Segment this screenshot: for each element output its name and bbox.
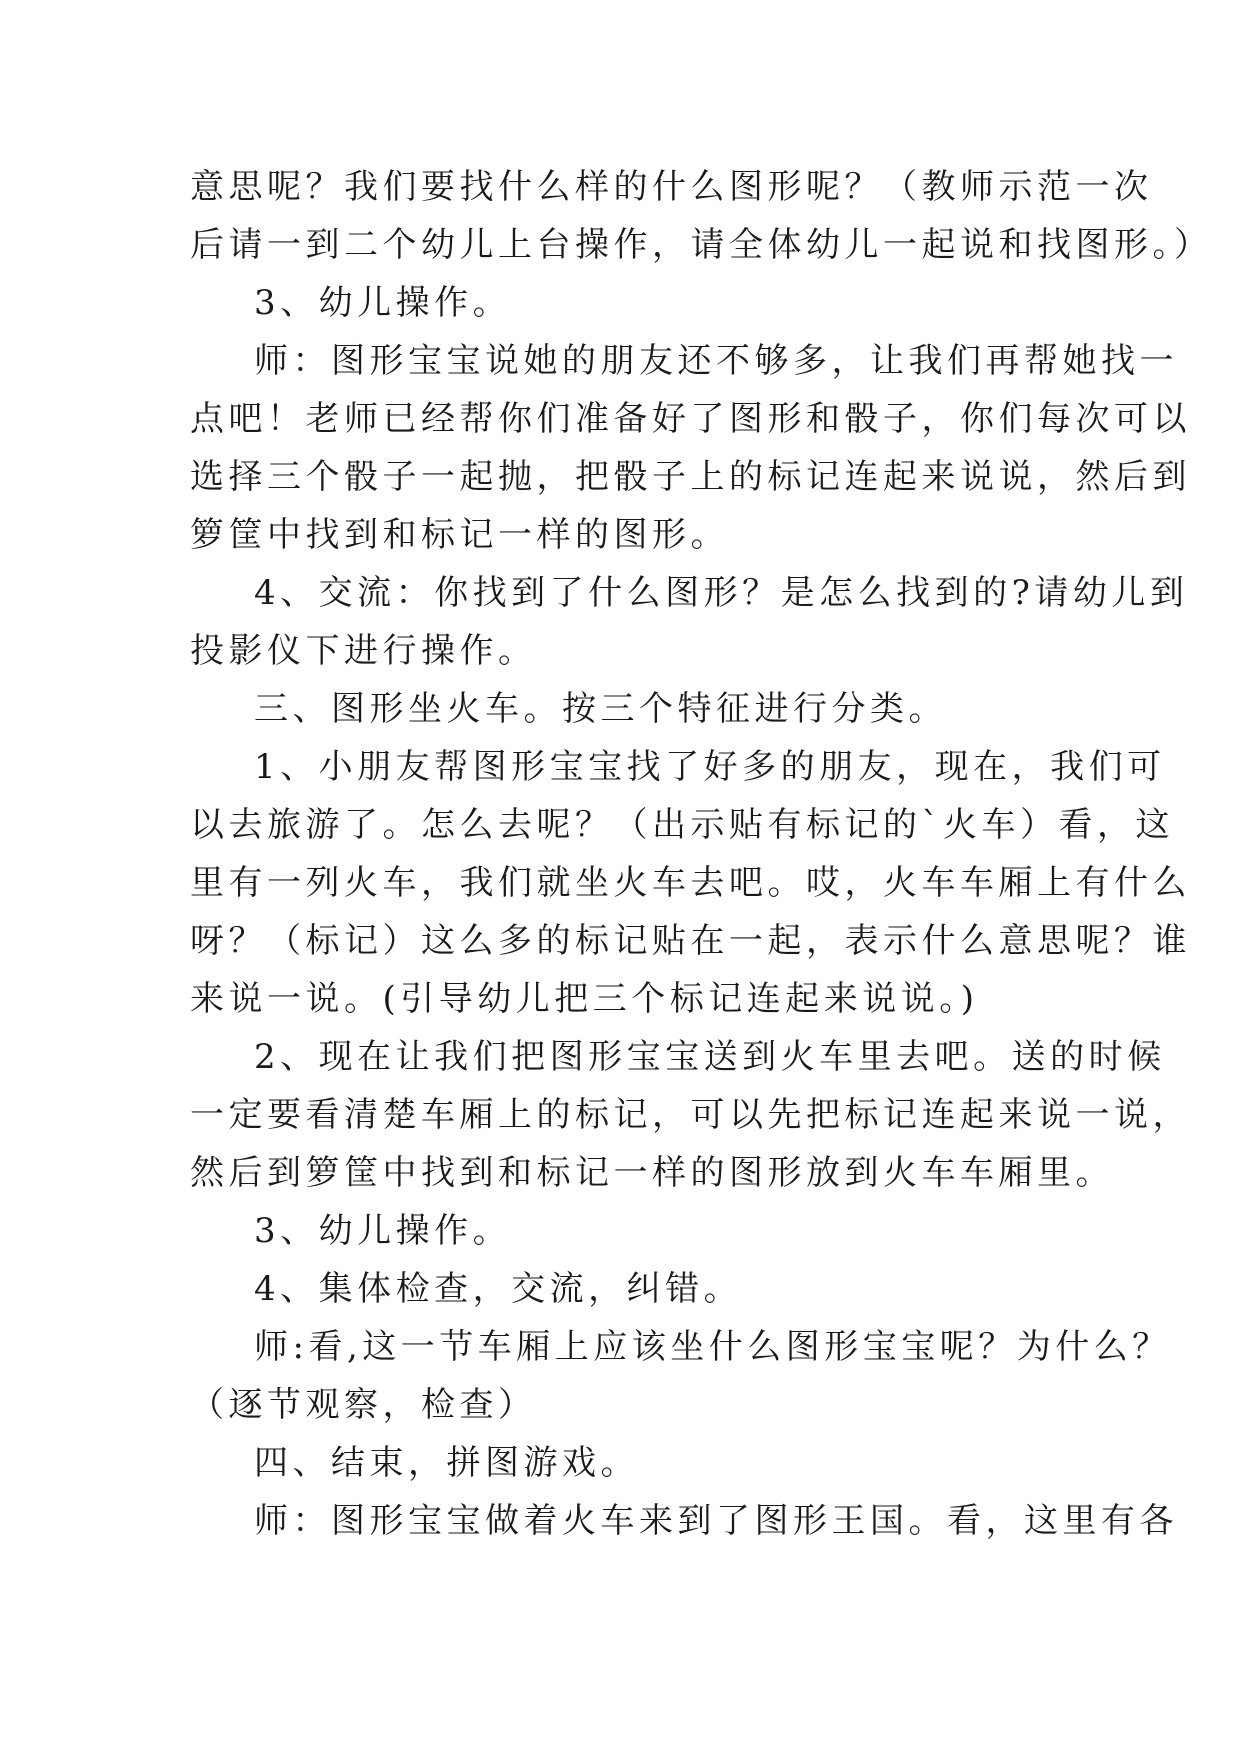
- text-line: 2、现在让我们把图形宝宝送到火车里去吧。送的时候: [254, 1037, 1166, 1077]
- section-heading: 四、结束，拼图游戏。: [254, 1443, 639, 1483]
- section-heading: 三、图形坐火车。按三个特征进行分类。: [254, 689, 947, 729]
- text-line: 4、交流：你找到了什么图形？是怎么找到的?请幼儿到: [254, 573, 1189, 613]
- text-line: 师：图形宝宝说她的朋友还不够多，让我们再帮她找一: [254, 341, 1178, 381]
- text-line: 箩筐中找到和标记一样的图形。: [190, 515, 729, 555]
- text-line: 来说一说。(引导幼儿把三个标记连起来说说。): [190, 979, 979, 1019]
- text-line: 3、幼儿操作。: [254, 1211, 512, 1251]
- text-line: 意思呢？我们要找什么样的什么图形呢？（教师示范一次: [190, 167, 1153, 207]
- text-line: 以去旅游了。怎么去呢？（出示贴有标记的`火车）看，这: [190, 805, 1174, 845]
- text-line: 一定要看清楚车厢上的标记，可以先把标记连起来说一说，: [190, 1095, 1191, 1135]
- document-body: [190, 158, 1213, 1550]
- text-line: 3、幼儿操作。: [254, 283, 512, 323]
- text-line: 投影仪下进行操作。: [190, 631, 537, 671]
- text-line: 4、集体检查，交流，纠错。: [254, 1269, 743, 1309]
- text-line: 师：图形宝宝做着火车来到了图形王国。看，这里有各: [254, 1501, 1178, 1541]
- text-line: 然后到箩筐中找到和标记一样的图形放到火车车厢里。: [190, 1153, 1114, 1193]
- text-line: 后请一到二个幼儿上台操作，请全体幼儿一起说和找图形。）: [190, 225, 1213, 265]
- text-line: 选择三个骰子一起抛，把骰子上的标记连起来说说，然后到: [190, 457, 1191, 497]
- text-line: 1、小朋友帮图形宝宝找了好多的朋友，现在，我们可: [254, 747, 1166, 787]
- text-line: 点吧！老师已经帮你们准备好了图形和骰子，你们每次可以: [190, 399, 1191, 439]
- text-line: 呀？（标记）这么多的标记贴在一起，表示什么意思呢？谁: [190, 921, 1191, 961]
- text-line: 师:看,这一节车厢上应该坐什么图形宝宝呢？为什么？: [254, 1327, 1171, 1367]
- text-line: 里有一列火车，我们就坐火车去吧。哎，火车车厢上有什么: [190, 863, 1191, 903]
- text-line: （逐节观察，检查）: [190, 1385, 537, 1425]
